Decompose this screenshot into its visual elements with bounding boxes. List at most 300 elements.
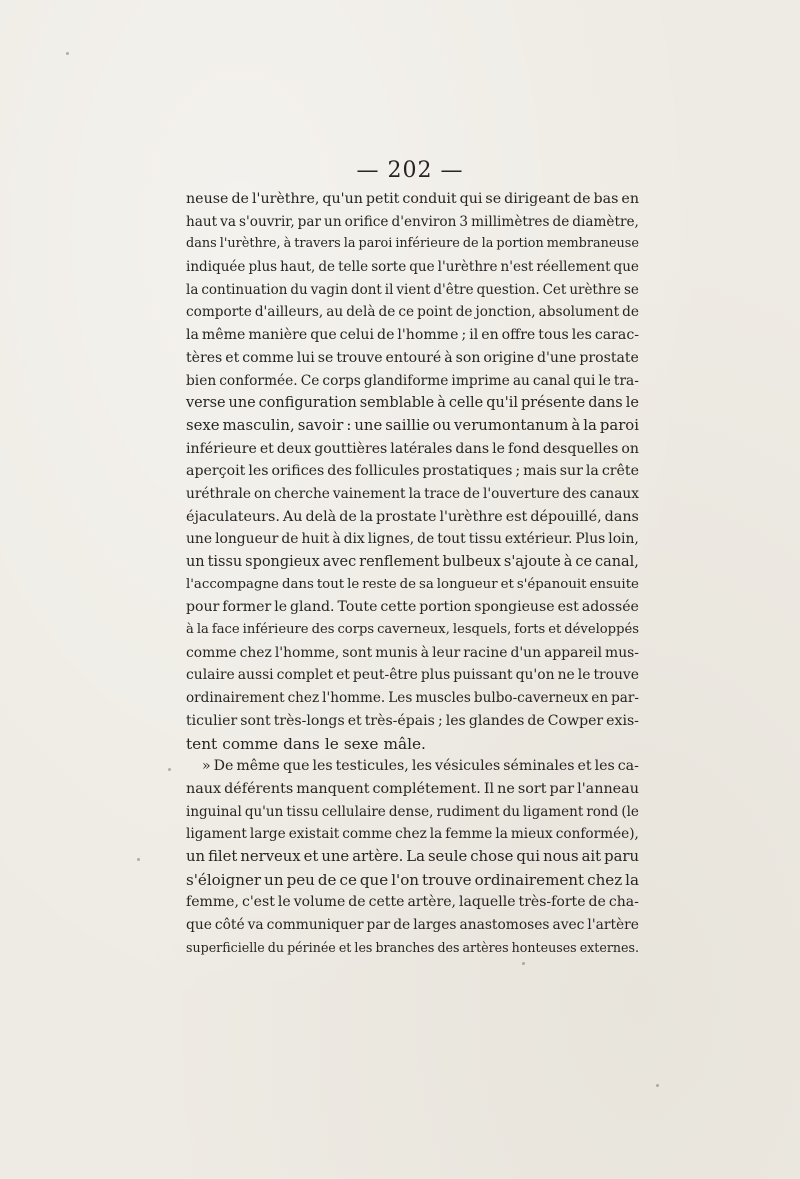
word: manquent	[296, 780, 370, 797]
word: cette	[380, 599, 417, 616]
text-line	[186, 233, 639, 256]
word: de	[348, 894, 366, 911]
word: ou	[432, 416, 452, 434]
word: canal	[532, 372, 571, 389]
word: de	[463, 485, 481, 502]
word: peu	[286, 870, 315, 889]
word: dans	[281, 576, 314, 592]
word: que	[310, 327, 337, 344]
word: cellulaire	[321, 803, 386, 820]
text-line	[186, 279, 639, 302]
word: de	[455, 304, 473, 321]
word: des	[437, 939, 460, 955]
word: artères	[462, 939, 509, 955]
word: de	[339, 508, 357, 525]
word: les	[594, 758, 615, 775]
word: de	[573, 191, 591, 207]
word: comme	[342, 826, 393, 843]
word: nerveux	[240, 847, 301, 865]
text-line	[186, 823, 639, 846]
word: de	[462, 236, 479, 252]
word: face	[211, 622, 240, 638]
word: bulbo-caverneux	[473, 690, 589, 707]
word: verse	[186, 395, 226, 412]
word: ordinairement	[186, 690, 285, 707]
word: femme,	[186, 894, 239, 911]
word: conformée.	[219, 372, 298, 389]
word: ce	[398, 304, 415, 321]
word: s'éloigner	[186, 870, 262, 889]
word: ligament	[186, 826, 247, 843]
text-line	[186, 869, 639, 892]
word: branches	[375, 939, 435, 955]
text-line	[186, 301, 639, 324]
word: bas	[593, 191, 619, 207]
word: et	[548, 622, 562, 638]
word: lignes,	[367, 531, 415, 548]
word: absolument	[538, 304, 620, 321]
word: mieux	[510, 826, 553, 843]
word: ce	[339, 870, 357, 889]
word: et	[577, 758, 592, 775]
text-line	[186, 574, 639, 597]
word: culaire	[186, 667, 235, 684]
word: reste	[362, 576, 397, 592]
word: un	[186, 554, 205, 570]
word: sexe	[186, 416, 220, 434]
word: corps	[337, 622, 375, 638]
text-line	[186, 528, 639, 551]
word: dix	[343, 531, 365, 548]
word: huit	[301, 531, 330, 548]
word: par-	[611, 690, 639, 707]
word: d'ailleurs,	[254, 304, 324, 321]
word: conduit	[402, 191, 457, 207]
word: comme	[242, 349, 294, 366]
word: manière	[248, 327, 308, 344]
word: sa	[419, 576, 434, 592]
word: ordinairement	[474, 870, 585, 889]
word: comme	[222, 734, 279, 753]
word: la	[196, 622, 209, 638]
word: la	[343, 236, 356, 252]
word: au	[512, 372, 530, 389]
word: tissu	[207, 554, 243, 570]
word: »	[202, 758, 211, 775]
word: neuse	[186, 191, 229, 207]
word: du	[502, 803, 520, 820]
word: même	[201, 327, 246, 344]
word: les	[411, 758, 432, 775]
word: à	[420, 644, 430, 661]
word: réellement	[536, 259, 611, 276]
word: conformée),	[555, 826, 639, 843]
text-line	[186, 324, 639, 347]
word: que	[613, 259, 639, 276]
word: l'accompagne	[186, 576, 279, 592]
word: haut,	[280, 259, 316, 276]
word: dirigeant	[504, 191, 570, 207]
word: tissu	[468, 531, 502, 548]
word: renflement	[359, 554, 440, 570]
word: glandes	[468, 712, 525, 729]
word: les	[312, 758, 333, 775]
paper-speck	[66, 52, 69, 55]
word: dans	[186, 236, 217, 252]
word: il	[384, 281, 394, 298]
word: une	[228, 395, 256, 412]
word: haut	[186, 213, 218, 230]
text-line	[186, 710, 639, 733]
word: de	[377, 327, 395, 344]
word: celui	[339, 327, 375, 344]
word: testicules,	[335, 758, 409, 775]
word: femme	[445, 826, 493, 843]
word: ligament	[522, 803, 584, 820]
word: qu'on	[515, 667, 555, 684]
word: de	[378, 304, 396, 321]
word: larges	[413, 917, 457, 933]
word: comporte	[186, 304, 252, 321]
word: mais	[523, 463, 557, 480]
word: de	[622, 304, 639, 321]
word: canaux	[589, 485, 639, 502]
word: appareil	[544, 644, 603, 661]
word: à	[571, 416, 581, 434]
word: chez	[587, 870, 623, 889]
word: nous	[543, 847, 579, 865]
word: longueur	[215, 531, 279, 548]
word: indiquée	[186, 259, 246, 276]
word: est	[505, 508, 528, 525]
word: bulbeux	[442, 554, 501, 570]
word: le	[274, 599, 288, 616]
word: lesquels,	[452, 622, 512, 638]
word: corps	[322, 372, 361, 389]
word: dans	[588, 395, 623, 412]
word: les	[445, 712, 466, 729]
word: communiquer	[266, 917, 364, 933]
word: plus	[420, 667, 451, 684]
word: les	[571, 327, 592, 344]
word: cette	[368, 894, 405, 911]
word: va	[220, 213, 236, 230]
word: de	[552, 213, 570, 230]
word: très-épais	[364, 712, 435, 729]
word: entouré	[385, 349, 442, 366]
word: des	[562, 485, 587, 502]
word: inférieure	[242, 622, 309, 638]
word: sorte	[371, 259, 407, 276]
word: qu'il	[486, 395, 518, 412]
word: Toute	[337, 599, 378, 616]
word: ne	[497, 780, 515, 797]
word: la	[186, 281, 199, 298]
word: munis	[375, 644, 418, 661]
word: forts	[514, 622, 546, 638]
word: l'anneau	[577, 780, 639, 797]
word: qui	[459, 191, 483, 207]
word: en	[621, 191, 639, 207]
word: bien	[186, 372, 217, 389]
word: ne	[557, 667, 575, 684]
word: trouve	[336, 349, 383, 366]
word: de	[399, 576, 417, 592]
word: l'urèthre,	[251, 191, 320, 207]
page-number: — 202 —	[356, 158, 464, 183]
text-line	[186, 801, 639, 824]
word: ;	[437, 712, 443, 729]
text-line	[186, 642, 639, 665]
word: ticulier	[186, 712, 238, 729]
word: d'un	[510, 644, 542, 661]
word: Cet	[542, 281, 567, 298]
word: la	[583, 416, 597, 434]
word: mâle.	[383, 734, 426, 753]
word: que	[186, 917, 212, 933]
word: travers	[294, 236, 341, 252]
word: mus-	[605, 644, 639, 661]
word: La	[406, 847, 425, 865]
word: la	[408, 485, 422, 502]
word: diamètre,	[572, 213, 639, 230]
text-line	[186, 460, 639, 483]
word: prostatiques	[422, 463, 513, 480]
word: rudiment	[436, 803, 500, 820]
word: chose	[470, 847, 514, 865]
word: l'homme.	[322, 690, 386, 707]
word: le	[324, 734, 339, 753]
word: de	[588, 894, 606, 911]
word: de	[231, 191, 249, 207]
word: un	[264, 870, 284, 889]
word: longueur	[436, 576, 498, 592]
word: gland.	[290, 599, 335, 616]
word: vient	[396, 281, 431, 298]
text-line	[186, 188, 639, 211]
word: Au	[282, 508, 303, 525]
word: point	[417, 304, 453, 321]
word: Les	[388, 690, 413, 707]
word: que	[282, 758, 310, 775]
word: trouve	[422, 870, 472, 889]
word: Ce	[300, 372, 320, 389]
word: portion	[419, 599, 472, 616]
paper-speck	[137, 858, 140, 861]
word: le	[492, 440, 505, 457]
word: et	[500, 576, 514, 592]
word: le	[598, 372, 611, 389]
word: et	[347, 712, 362, 729]
word: tent	[186, 734, 218, 753]
word: ait	[581, 847, 602, 865]
word: De	[213, 758, 234, 775]
word: s'ouvrir,	[239, 213, 295, 230]
word: la	[429, 826, 443, 843]
word: fond	[508, 440, 540, 457]
word: continuation	[201, 281, 288, 298]
word: par	[549, 780, 575, 797]
word: caverneux,	[377, 622, 450, 638]
body-text	[186, 188, 639, 959]
text-line	[186, 506, 639, 529]
word: les	[248, 463, 269, 480]
word: jonction,	[475, 304, 536, 321]
text-line	[186, 483, 639, 506]
word: et	[336, 667, 350, 684]
text-line	[186, 846, 639, 869]
word: se	[623, 281, 639, 298]
word: à	[186, 622, 194, 638]
word: paru	[604, 847, 639, 865]
word: imprime	[451, 372, 510, 389]
word: latérales	[390, 440, 453, 457]
word: chez	[395, 826, 427, 843]
word: aussi	[237, 667, 274, 684]
text-line	[186, 415, 639, 438]
word: (le	[621, 803, 639, 820]
word: puissant	[453, 667, 513, 684]
word: avec	[322, 554, 357, 570]
word: artère.	[352, 847, 404, 865]
word: anastomoses	[459, 917, 550, 933]
word: un	[324, 213, 342, 230]
word: très-forte	[518, 894, 586, 911]
word: sont	[342, 644, 373, 661]
word: honteuses	[511, 939, 577, 955]
word: canal,	[595, 554, 639, 570]
word: du	[290, 281, 308, 298]
word: ce	[575, 554, 593, 570]
word: la	[625, 870, 639, 889]
word: prostate	[579, 349, 639, 366]
word: le	[625, 395, 639, 412]
word: se	[317, 349, 334, 366]
word: qu'un	[322, 191, 363, 207]
word: muscles	[415, 690, 471, 707]
word: et	[303, 847, 319, 865]
word: deux	[276, 440, 312, 457]
word: et	[338, 939, 352, 955]
word: que	[409, 259, 435, 276]
word: petit	[365, 191, 400, 207]
word: un	[186, 847, 206, 865]
word: le	[347, 576, 360, 592]
word: en	[481, 327, 499, 344]
word: millimètres	[471, 213, 550, 230]
word: orifice	[344, 213, 389, 230]
word: aperçoit	[186, 463, 246, 480]
paper-speck	[168, 768, 171, 771]
word: qui	[516, 847, 541, 865]
word: complet	[276, 667, 334, 684]
word: existait	[288, 826, 340, 843]
word: l'on	[391, 870, 420, 889]
text-line	[186, 256, 639, 279]
word: tères	[186, 349, 223, 366]
word: spongieux	[245, 554, 320, 570]
word: celle	[448, 395, 484, 412]
word: urèthre	[569, 281, 621, 298]
word: Cowper	[547, 712, 604, 729]
word: tissu	[286, 803, 319, 820]
word: verumontanum	[454, 416, 569, 434]
word: de	[527, 712, 545, 729]
word: avec	[552, 917, 585, 933]
word: plus	[248, 259, 278, 276]
word: des	[311, 622, 335, 638]
word: Plus	[575, 531, 606, 548]
word: la	[481, 236, 494, 252]
paper-speck	[522, 962, 525, 965]
word: de	[417, 531, 435, 548]
word: qui	[573, 372, 596, 389]
word: de	[281, 531, 299, 548]
word: glandiforme	[363, 372, 449, 389]
word: uréthrale	[186, 485, 252, 502]
word: l'artère	[587, 917, 639, 933]
word: filet	[208, 847, 238, 865]
word: d'une	[537, 349, 577, 366]
word: volume	[293, 894, 346, 911]
word: membraneuse	[546, 236, 639, 252]
word: artère,	[407, 894, 456, 911]
text-line	[186, 392, 639, 415]
text-line	[186, 733, 639, 756]
word: dont	[350, 281, 382, 298]
word: ;	[461, 327, 467, 344]
word: va	[247, 917, 264, 933]
word: vagin	[310, 281, 348, 298]
word: adossée	[581, 599, 639, 616]
word: delà	[346, 304, 376, 321]
word: s'ajoute	[503, 554, 561, 570]
text-line	[186, 211, 639, 234]
word: sort	[517, 780, 547, 797]
word: cherche	[274, 485, 330, 502]
word: large	[249, 826, 286, 843]
word: qu'un	[244, 803, 284, 820]
word: d'environ	[391, 213, 457, 230]
text-line	[186, 914, 639, 937]
word: le	[577, 667, 591, 684]
word: l'urèthre	[437, 259, 498, 276]
word: chez	[239, 644, 272, 661]
word: la	[186, 327, 199, 344]
word: rond	[586, 803, 619, 820]
word: et	[225, 349, 240, 366]
word: chez	[287, 690, 320, 707]
word: la	[585, 463, 599, 480]
text-line	[186, 937, 639, 960]
word: ensuite	[589, 576, 639, 592]
word: inguinal	[186, 803, 242, 820]
word: sont	[240, 712, 271, 729]
text-line	[186, 370, 639, 393]
word: seule	[427, 847, 468, 865]
word: dans	[604, 508, 639, 525]
word: n'est	[500, 259, 534, 276]
word: déférents	[224, 780, 294, 797]
word: inférieure	[395, 236, 460, 252]
word: tra-	[613, 372, 639, 389]
text-line	[186, 619, 639, 642]
word: ca-	[617, 758, 639, 775]
word: leur	[432, 644, 461, 661]
word: paroi	[358, 236, 393, 252]
word: le	[277, 894, 291, 911]
word: tout	[316, 576, 345, 592]
